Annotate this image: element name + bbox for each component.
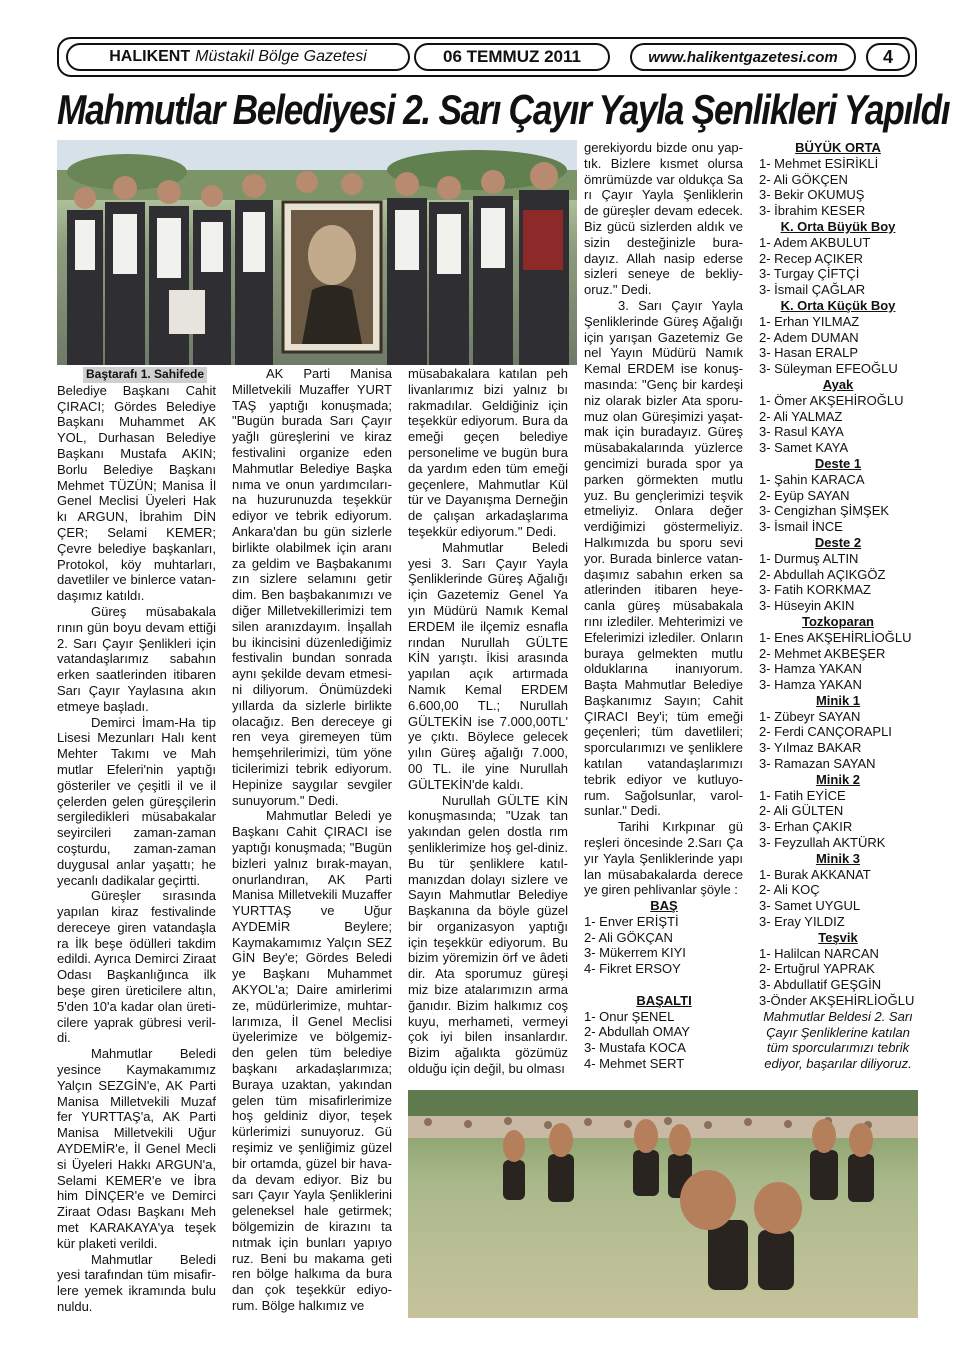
results-category-title: Ayak bbox=[822, 376, 854, 392]
paragraph: 3. Sarı Çayır Yayla Şenliklerinde Güreş Ağalığı için yarışan Gazetemiz Ge nel Yayın Müdürü Namık Kemal ERDEM ise konuş-masında: "Genç bir kardeşi niz olarak bizler Ata sporu-muz olan Güreşimizi yaşat-mak için buradayız. Güreş müsabakalarında yüzlerce gencimizi burada spor ya parken görmekten mutlu yuz. Bu gençlerimizi teşvik etmeliyiz. Onlara değer verdiğimizi göstermeliyiz. Halkımızda bu sporu sevi yor. Burada binlerce vatan-daşımız sabahın erken sa atlerinden itibaren heye-canla güreş müsabakala rını izlediler. Mehterimizi ve Efelerimizi izlediler. Onların buraya gelmekten mutlu olduklarına inanıyorum. Başta Mahmutlar Belediye Başkanımız Sayın; Cahit ÇIRACI Bey'i; tüm emeği geçenleri; tüm davetlileri; sporcularımızı ve şenliklere katılan vatandaşlarımızı tebrik ediyor ve kutluyo-rum. Sağolsunlar, varol-sunlar." Dedi. bbox=[584, 297, 743, 819]
results-entry: 2- Ertuğrul YAPRAK bbox=[759, 961, 875, 977]
results-entry: 3- Hamza YAKAN bbox=[759, 661, 862, 677]
results-entry: 1- Erhan YILMAZ bbox=[759, 313, 860, 329]
results-entry: 3- Turgay ÇİFTÇİ bbox=[759, 266, 860, 282]
results-entry: 1- Halilcan NARCAN bbox=[759, 945, 879, 961]
results-entry: 2- Abdullah OMAY bbox=[584, 1024, 690, 1040]
results-entry: 4- Mehmet SERT bbox=[584, 1055, 685, 1071]
results-category-title: Tozkoparan bbox=[802, 613, 874, 629]
results-entry: 3- Erhan ÇAKIR bbox=[759, 819, 853, 835]
paragraph: Mahmutlar Beledi yesince Kaymakamımız Yalçın SEZGİN'e, AK Parti Manisa Milletvekili Muzaf fer YURTTAŞ'a, AK Parti Manisa Milletvekili Uğur AYDEMİR'e, İl Genel Mecli si Üyeleri Hakkı ARGUN'a, Selami KEMER'e ve İbra him DİNÇER'e ve Demirci Ziraat Odası Başkanı Meh met KARAKAYA'ya teşek kür plaketi verildi. bbox=[57, 1046, 216, 1251]
paragraph: müsabakalara katılan peh livanlarımız bizi yalnız bı rakmadılar. Geldiğiniz için teşekkür ediyorum. Bura da emeği geçen belediye personelime ve bugün bura da yardım eden tüm emeği geçenlere, Mahmutlar Kül tür ve Dayanışma Derneğin de çalışan arkadaşlarıma teşekkür ediyorum." Dedi. bbox=[408, 366, 568, 539]
results-entry: 3- Süleyman EFEOĞLU bbox=[759, 361, 898, 377]
results-entry: 2- Ali GÜLTEN bbox=[759, 803, 844, 819]
results-entry: 2- Abdullah AÇIKGÖZ bbox=[759, 566, 886, 582]
results-entry: 2- Ali GÖKÇEN bbox=[759, 171, 848, 187]
results-entry: 3- Yılmaz BAKAR bbox=[759, 740, 862, 756]
results-category-title: K. Orta Büyük Boy bbox=[780, 218, 896, 234]
results-entry: 4- Fikret ERSOY bbox=[584, 961, 681, 977]
results-category-title: Minik 2 bbox=[815, 771, 861, 787]
results-entry: 3-Önder AKŞEHİRLİOĞLU bbox=[759, 993, 915, 1009]
article-column-4 bbox=[584, 140, 743, 898]
results-entry: 1- Mehmet ESİRİKLİ bbox=[759, 155, 879, 171]
results-entry: 3- Samet UYGUL bbox=[759, 898, 861, 914]
results-category-title: BÜYÜK ORTA bbox=[795, 140, 881, 155]
paragraph: Nurullah GÜLTE KİN konuşmasında; "Uzak tan yakından gelen dostla rım şenliklerimize hoş gel-diniz. Bu tür şenliklere katıl-manızdan dolayı sizlere ve Sayın Mahmutlar Belediye Başkanına da böyle güzel bir organizasyon yaptığı için teşekkür ediyorum. Bu bizim yöremizin örf ve âdeti dir. Ata sporumuz güreşi miz bize atalarımızın arma ğanıdır. Bizim halkımız coş kuyu, merhameti, vermeyi çok iyi bilen insanlardır. Bizim ağalıkta gözümüz olduğu için değil, bu olması bbox=[408, 792, 568, 1077]
paper-name: HALIKENT bbox=[109, 48, 191, 65]
results-entry: 3- İsmail ÇAĞLAR bbox=[759, 282, 866, 298]
results-right bbox=[758, 140, 918, 1072]
results-entry: 3- Mustafa KOCA bbox=[584, 1040, 686, 1056]
results-entry: 3- Hamza YAKAN bbox=[759, 677, 862, 693]
paragraph: Tarihi Kırkpınar gü reşleri öncesinde 2.Sarı Ça yır Yayla Şenliklerinde yapı lan müsabakalarda derece ye giren pehlivanlar şöyle : bbox=[584, 819, 743, 898]
masthead-paper-name bbox=[66, 43, 410, 71]
closing-caption: Mahmutlar Beldesi 2. Sarı Çayır Şenliklerine katılan tüm sporcularımızı tebrik ediyor, başarılar diliyoruz. bbox=[763, 1008, 913, 1072]
results-category-title: BAŞALTI bbox=[636, 992, 692, 1008]
results-entry: 1- Fatih EYİCE bbox=[759, 787, 846, 803]
continued-from-label: Baştarafı 1. Sahifede bbox=[83, 367, 207, 383]
results-entry: 3- Eray YILDIZ bbox=[759, 914, 845, 930]
results-entry: 1- Burak AKKANAT bbox=[759, 866, 871, 882]
results-left bbox=[584, 898, 744, 1072]
page-headline: Mahmutlar Belediyesi 2. Sarı Çayır Yayla Şenlikleri Yapıldı bbox=[57, 86, 950, 133]
paragraph: AK Parti Manisa Milletvekili Muzaffer YURT TAŞ yaptığı konuşmada; "Bugün burada Sarı Çayır yağlı güreşlerini ve kiraz festivalini organize eden Mahmutlar Belediye Başka nıma ve onun yardımcıları-na huzurunuzda teşekkür ediyor ve tebrik ediyorum. Ankara'dan bu gün sizlerle birlikte olabilmek için aranı za geldim ve Başbakanımı zın sizlere selamını getir dim. Ben başbakanımızı ve diğer Milletvekillerimizi tem silen aranızdayım. İnşallah bu ikincisini düzenlediğimiz festivalin bundan sonrada aynı şekilde devam etmesi-ni diliyorum. Önümüzdeki yıllarda da sizlerle birlikte olacağız. Ben dereceye gi ren veya giremeyen tüm hemşehrilerimizi, tüm yöne ticilerimizi tebrik ediyorum. Hepinize saygılar sevgiler sunuyorum." Dedi. bbox=[232, 366, 392, 808]
results-category-title: Deste 2 bbox=[814, 534, 862, 550]
wrestling-photo bbox=[408, 1090, 918, 1318]
results-entry: 3- İsmail İNCE bbox=[759, 519, 843, 535]
results-entry: 3- Rasul KAYA bbox=[759, 424, 844, 440]
results-entry: 2- Ali KOÇ bbox=[759, 882, 820, 898]
results-entry: 3- Feyzullah AKTÜRK bbox=[759, 835, 886, 851]
results-entry: 3- Hasan ERALP bbox=[759, 345, 858, 361]
results-entry: 3- Abdullatif GEŞGİN bbox=[759, 977, 882, 993]
website-link[interactable]: www.halikentgazetesi.com bbox=[630, 43, 856, 71]
results-category-title: Minik 3 bbox=[815, 850, 861, 866]
results-entry: 2- Mehmet AKBEŞER bbox=[759, 645, 886, 661]
results-category-title: K. Orta Küçük Boy bbox=[780, 297, 896, 313]
group-photo bbox=[57, 140, 577, 365]
results-entry: 3- Hüseyin AKIN bbox=[759, 598, 855, 614]
results-entry: 1- Zübeyr SAYAN bbox=[759, 708, 861, 724]
results-entry: 3- Samet KAYA bbox=[759, 440, 849, 456]
results-entry: 3- Mükerrem KIYI bbox=[584, 945, 686, 961]
results-category-title: Minik 1 bbox=[815, 692, 861, 708]
results-entry: 1- Enver ERİŞTİ bbox=[584, 913, 679, 929]
group-photo-illustration bbox=[57, 140, 577, 365]
paper-subtitle: Müstakil Bölge Gazetesi bbox=[195, 48, 367, 65]
paragraph: gerekiyordu bizde onu yap-tık. Bizlere kısmet olursa ömrümüzde var oldukça Sa rı Çayır Yayla Şenliklerin de güreşler devam edecek. Biz gücü sizlerden aldık ve sizin desteğinizle bura-dayız. Allah nasip ederse sizleri seneye de bekliy-oruz." Dedi. bbox=[584, 140, 743, 298]
paragraph: Demirci İmam-Ha tip Lisesi Mezunları Halı kent Mehter Takımı ve Mah mutlar Efeleri'nin yaptığı gösteriler ve çeşitli il ve il çelerden gelen güreşçilerin sergiledikleri müsabakalar seyircileri zaman-zaman coşturdu, zaman-zaman duygusal anlar yaşattı; he yecanlı dadikalar geçirtti. bbox=[57, 714, 216, 888]
paragraph: Mahmutlar Beledi yesi 3. Sarı Çayır Yayla Şenliklerinde Güreş Ağalığı için Gazetemiz Genel Ya yın Müdürü Namık Kemal ERDEM ile ilçemiz esnafla rından Nurullah GÜLTE KİN yarıştı. İkisi arasında yapılan açık artırmada Namık Kemal ERDEM 6.600,00 TL.; Nurullah GÜLTEKİN ise 7.000,00TL' ye çıktı. Böylece gelecek yılın Güreş ağalığı 7.000, 00 TL. ile yine Nurullah GÜLTEKİN'de kaldı. bbox=[408, 539, 568, 792]
results-entry: 2- Recep AÇIKER bbox=[759, 250, 864, 266]
paragraph: Belediye Başkanı Cahit ÇIRACI; Gördes Belediye Başkanı Muhammet AK YOL, Durhasan Belediye Başkanı Mustafa AKIN; Borlu Belediye Başkanı Mehmet TÜZÜN; Manisa İl Genel Meclisi Üyeleri Hak kı ARGUN, İbrahim DİN ÇER; Selami KEMER; Çevre belediye başkanları, Protokol, köy muhtarları, davetliler ve binlerce vatan-daşımız katıldı. bbox=[57, 382, 216, 604]
results-entry: 3- Cengizhan ŞİMŞEK bbox=[759, 503, 890, 519]
results-category-title: BAŞ bbox=[650, 898, 678, 913]
results-entry: 2- Adem DUMAN bbox=[759, 329, 859, 345]
results-entry: 3- Bekir OKUMUŞ bbox=[759, 187, 865, 203]
results-entry: 2- Ferdi CANÇORAPLI bbox=[759, 724, 892, 740]
article-column-1 bbox=[57, 366, 216, 1315]
issue-date: 06 TEMMUZ 2011 bbox=[414, 43, 610, 71]
paragraph: Güreşler sırasında yapılan kiraz festivalinde dereceye giren vatandaşla ra İlk beşe ödülleri takdim edildi. Ayrıca Demirci Ziraat Odası Başkanlığınca ilk beşe giren üreticilere altın, 5'den 10'a kadar olan üreti-cilere yaprak gübresi veril-di. bbox=[57, 888, 216, 1046]
article-column-2 bbox=[232, 366, 392, 1314]
wrestling-photo-illustration bbox=[408, 1090, 918, 1318]
article-column-3 bbox=[408, 366, 568, 1077]
results-entry: 1- Ömer AKŞEHİROĞLU bbox=[759, 392, 904, 408]
results-entry: 1- Şahin KARACA bbox=[759, 471, 865, 487]
results-entry: 2- Ali GÖKÇAN bbox=[584, 929, 673, 945]
results-entry: 3- Fatih KORKMAZ bbox=[759, 582, 871, 598]
results-entry: 1- Onur ŞENEL bbox=[584, 1008, 675, 1024]
results-entry: 1- Enes AKŞEHİRLİOĞLU bbox=[759, 629, 912, 645]
results-entry: 3- Ramazan SAYAN bbox=[759, 756, 876, 772]
paragraph: Mahmutlar Beledi yesi tarafından tüm misafir-lere yemek ikramında bulu nuldu. bbox=[57, 1251, 216, 1315]
paragraph: Mahmutlar Beledi ye Başkanı Cahit ÇIRACI ise yaptığı konuşmada; "Bugün bizleri yalnız bırak-mayan, onurlandıran, AK Parti Manisa Milletvekili Muzaffer YURTTAŞ ve Uğur AYDEMİR Beylere; Kaymakamımız Yalçın SEZ GİN Bey'e; Gördes Beledi ye Başkanı Muhammet AKYOL'a; Daire amirlerimi ze, müdürlerimize, muhtar-larımıza, İl Genel Meclisi üyelerimize ve bölgemiz-den gelen tüm belediye başkanı arkadaşlarımıza; Buraya uzaktan, yakından gelen tüm misafirlerimize hoş geldiniz diyor, teşek kürlerimizi sunuyoruz. Gü reşimiz ve şenliğimiz güzel bir ortamda, güzel bir hava-da devam ediyor. Biz bu sarı Çayır Yayla Şenliklerini geleneksel hale getirmek; bölgemizin de kirazını ta nıtmak için bunları yapıyo ruz. Beni bu makama geti ren bölge halkıma da bura dan çok teşekkür ediyo-rum. Bölge halkımız ve bbox=[232, 808, 392, 1314]
results-category-title: Teşvik bbox=[818, 929, 858, 945]
results-entry: 1- Durmuş ALTIN bbox=[759, 550, 859, 566]
results-entry: 2- Ali YALMAZ bbox=[759, 408, 843, 424]
page-number: 4 bbox=[866, 43, 910, 71]
paragraph: Güreş müsabakala rının gün boyu devam ettiği 2. Sarı Çayır Şenlikleri için vatandaşlarımız sabahın erken saatlerinden itibaren Sarı Çayır Yaylasına akın etmeye başladı. bbox=[57, 603, 216, 714]
results-category-title: Deste 1 bbox=[814, 455, 862, 471]
results-entry: 3- İbrahim KESER bbox=[759, 203, 866, 219]
results-entry: 1- Adem AKBULUT bbox=[759, 234, 871, 250]
results-entry: 2- Eyüp SAYAN bbox=[759, 487, 850, 503]
